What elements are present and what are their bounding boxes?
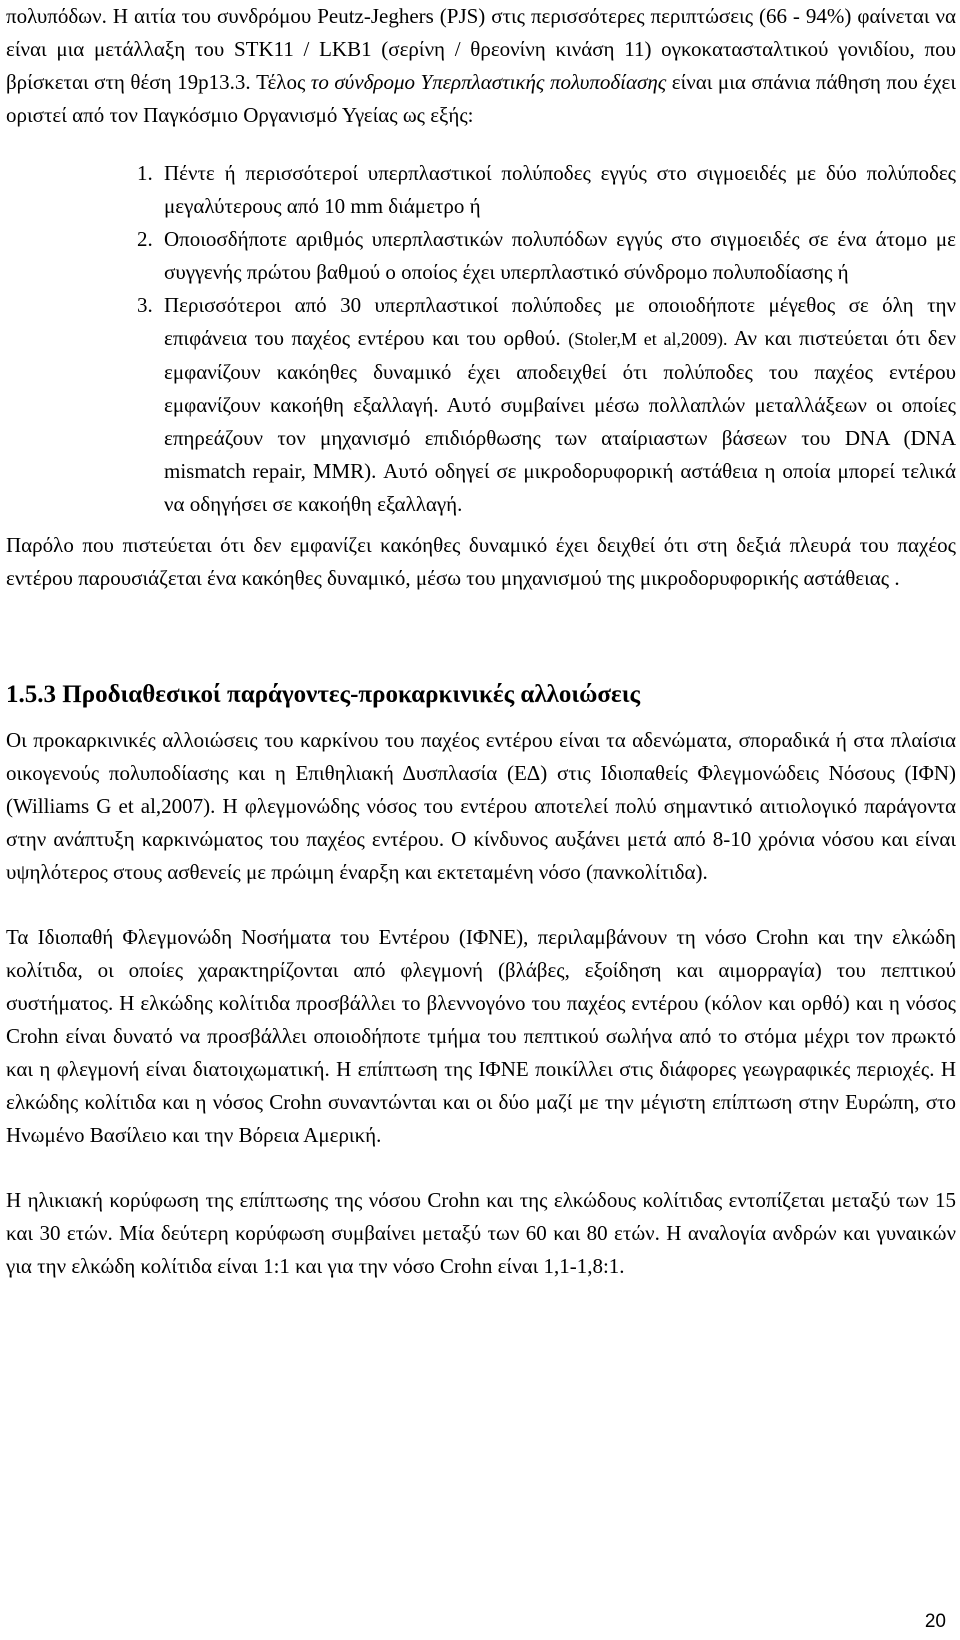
list-item-text: Πέντε ή περισσότεροί υπερπλαστικοί πολύποδες εγγύς στο σιγμοειδές με δύο πολύποδες μεγαλύτερους από 10 mm διάμετρο ή <box>164 161 956 218</box>
list-item-number: 1. <box>137 161 153 185</box>
list-item <box>137 289 957 521</box>
section-heading: 1.5.3 Προδιαθεσικοί παράγοντες-προκαρκινικές αλλοιώσεις <box>6 681 641 708</box>
list-item <box>137 223 956 289</box>
section-paragraph: Τα Ιδιοπαθή Φλεγμονώδη Νοσήματα του Εντέρου (ΙΦΝΕ), περιλαμβάνουν τη νόσο Crohn και την ελκώδη κολίτιδα, οι οποίες χαρακτηρίζονται από φλεγμονή (βλάβες, εξοίδηση και αιμορραγία) του πεπτικού συστήματος. Η ελκώδης κολίτιδα προσβάλλει το βλεννογόνο του παχέος εντέρου (κόλον και ορθό) και η νόσος Crohn είναι δυνατό να προσβάλλει οποιοδήποτε τμήμα του πεπτικού σωλήνα από το στόμα μέχρι τον πρωκτό και η φλεγμονή είναι διατοιχωματική. Η επίπτωση της ΙΦΝΕ ποικίλλει στις διάφορες γεωγραφικές περιοχές. Η ελκώδης κολίτιδα και η νόσος Crohn συναντώνται και οι δύο μαζί με την μέγιστη επίπτωση στην Ευρώπη, στο Ηνωμένο Βασίλειο και την Βόρεια Αμερική. <box>6 925 956 1147</box>
list-item-number: 3. <box>137 293 153 317</box>
criteria-list <box>6 157 956 521</box>
list-item <box>137 157 956 223</box>
citation: (Stoler,M et al,2009). <box>568 329 728 349</box>
list-item-text-continued: Αν και πιστεύεται ότι δεν εμφανίζουν κακόηθες δυναμικό έχει αποδειχθεί ότι πολύποδες του παχέος εντέρου εμφανίζουν κακοήθη εξαλλαγή. Αυτό συμβαίνει μέσω πολλαπλών μεταλλάξεων οι οποίες επηρεάζουν τον μηχανισμό επιδιόρθωσης των αταίριαστων βάσεων του DNA (DNA mismatch repair, MMR). Αυτό οδηγεί σε μικροδορυφορική αστάθεια η οποία μπορεί τελικά να οδηγήσει σε κακοήθη εξαλλαγή. <box>164 326 957 516</box>
intro-text-2: είναι μια σπάνια πάθηση που έχει οριστεί από τον Παγκόσμιο Οργανισμό Υγείας ως εξής: <box>6 70 957 127</box>
intro-paragraph <box>6 0 956 132</box>
list-item-number: 2. <box>137 227 153 251</box>
document-page <box>6 0 956 1640</box>
section-paragraph: Οι προκαρκινικές αλλοιώσεις του καρκίνου του παχέος εντέρου είναι τα αδενώματα, σποραδικά ή στα πλαίσια οικογενούς πολυποδίασης και η Επιθηλιακή Δυσπλασία (ΕΔ) στις Ιδιοπαθείς Φλεγμονώδεις Νόσους (ΙΦΝ) (Williams G et al,2007). Η φλεγμονώδης νόσος του εντέρου αποτελεί πολύ σημαντικό αιτιολογικό παράγοντα στην ανάπτυξη καρκινώματος του παχέος εντέρου. Ο κίνδυνος αυξάνει μετά από 8-10 χρόνια νόσου και είναι υψηλότερος στους ασθενείς με πρώιμη έναρξη και εκτεταμένη νόσο (πανκολίτιδα). <box>6 728 956 884</box>
intro-italic-term: το σύνδρομο Υπερπλαστικής πολυποδίασης <box>310 70 667 94</box>
intro-text-1: πολυπόδων. Η αιτία του συνδρόμου Peutz-Jeghers (PJS) στις περισσότερες περιπτώσεις (66 - 94%) φαίνεται να είναι μια μετάλλαξη του STK11 / LKB1 (σερίνη / θρεονίνη κινάση 11) ογκοκατασταλτικού γονιδίου, που βρίσκεται στη θέση 19p13.3. Τέλος <box>6 4 956 94</box>
list-item-text: Οποιοσδήποτε αριθμός υπερπλαστικών πολυπόδων εγγύς στο σιγμοειδές σε ένα άτομο με συγγενής πρώτου βαθμού ο οποίος έχει υπερπλαστικό σύνδρομο πολυποδίασης ή <box>164 227 956 284</box>
page-number: 20 <box>924 1611 946 1632</box>
list-item-text: Περισσότεροι από 30 υπερπλαστικοί πολύποδες με οποιοδήποτε μέγεθος σε όλη την επιφάνεια του παχέος εντέρου και του ορθού. <box>164 293 956 350</box>
body-paragraph: Παρόλο που πιστεύεται ότι δεν εμφανίζει κακόηθες δυναμικό έχει δειχθεί ότι στη δεξιά πλευρά του παχέος εντέρου παρουσιάζεται ένα κακόηθες δυναμικό, μέσω του μηχανισμού της μικροδορυφορικής αστάθειας . <box>6 533 956 590</box>
section-paragraph: Η ηλικιακή κορύφωση της επίπτωσης της νόσου Crohn και της ελκώδους κολίτιδας εντοπίζεται μεταξύ των 15 και 30 ετών. Μία δεύτερη κορύφωση συμβαίνει μεταξύ των 60 και 80 ετών. Η αναλογία ανδρών και γυναικών για την ελκώδη κολίτιδα είναι 1:1 και για την νόσο Crohn είναι 1,1-1,8:1. <box>6 1188 956 1278</box>
